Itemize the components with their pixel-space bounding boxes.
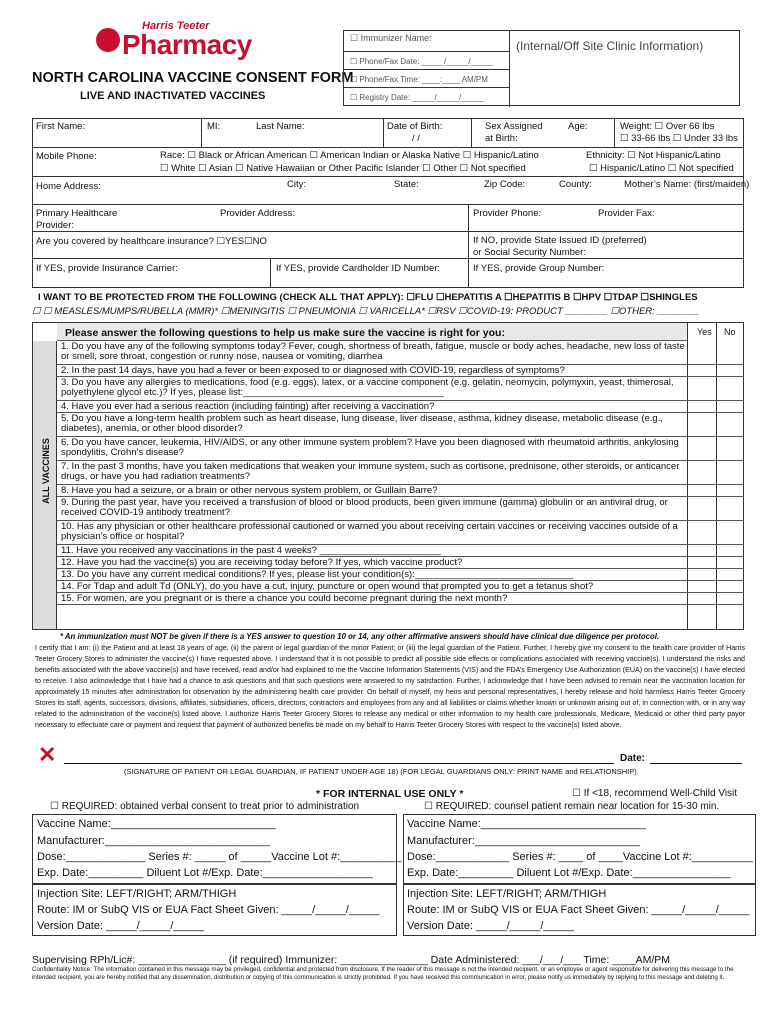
- offsite-box: [343, 30, 740, 106]
- race-line-2[interactable]: ☐ White ☐ Asian ☐ Native Hawaiian or Other Pacific Islander ☐ Other ☐ Not specified: [160, 163, 526, 174]
- answer-yes-checkbox[interactable]: [695, 570, 711, 580]
- question-row: 11. Have you received any vaccinations in the past 4 weeks? _______________________: [57, 545, 687, 557]
- row-provider: [32, 205, 744, 232]
- provider-address-field[interactable]: Provider Address:: [220, 208, 295, 219]
- answer-row-divider: [687, 364, 744, 365]
- county-field[interactable]: County:: [559, 179, 592, 190]
- question-row: 14. For Tdap and adult Td (ONLY), do you have a cut, injury, puncture or open wound that prompted you to get a tetanus shot?: [57, 581, 687, 593]
- form-title: NORTH CAROLINA VACCINE CONSENT FORM: [32, 70, 354, 86]
- question-row: 6. Do you have cancer, leukemia, HIV/AIDS, or any other immune system problem? Have you been diagnosed with rheumatoid arthritis, ankylosing spondylitis, Crohn’s disease?: [57, 437, 687, 461]
- question-row: 13. Do you have any current medical conditions? If yes, please list your condition(s):______________________________: [57, 569, 687, 581]
- question-row: 5. Do you have a long-term health problem such as heart disease, lung disease, liver disease, asthma, kidney disease, metabolic disease (e.g., diabetes), anemia, or other blood disorder?: [57, 413, 687, 437]
- logo: [96, 20, 266, 64]
- side-label: ALL VACCINES: [41, 438, 51, 504]
- internal-heading: * FOR INTERNAL USE ONLY *: [316, 788, 464, 800]
- provider-phone-field[interactable]: Provider Phone:: [473, 208, 542, 219]
- answer-row-divider: [687, 400, 744, 401]
- answer-yes-checkbox[interactable]: [695, 402, 711, 412]
- dose-left[interactable]: Dose:_____________ Series #: _____ of _____Vaccine Lot #:__________: [37, 851, 402, 863]
- insurance-carrier-field[interactable]: If YES, provide Insurance Carrier:: [36, 263, 178, 274]
- confidentiality-notice: Confidentiality Notice: The information contained in this message may be privileged, confidential and protected from disclosure. If the reader of this message is not the intended recipient, or an employee or agent responsible for delivering this message to the intended recipient, you are hereby notified that any dissemination, distribution or copying of this communication is strictly prohibited. If you have received this communication in error, please notify us immediately by replying to this message and deleting it.: [32, 966, 734, 981]
- answer-yes-checkbox[interactable]: [695, 594, 711, 604]
- divider: [716, 322, 717, 630]
- answer-yes-checkbox[interactable]: [695, 486, 711, 496]
- answer-no-checkbox[interactable]: [722, 570, 738, 580]
- last-name-field[interactable]: Last Name:: [256, 121, 305, 132]
- state-field[interactable]: State:: [394, 179, 419, 190]
- supervising-line[interactable]: Supervising RPh/Lic#: _______________ (if required) Immunizer: _______________ Date Administered: ___/___/___ Time: ____AM/PM: [32, 954, 670, 966]
- no-header: No: [724, 327, 736, 337]
- city-field[interactable]: City:: [287, 179, 306, 190]
- signature-line[interactable]: [64, 763, 614, 764]
- weight-field[interactable]: Weight: ☐ Over 66 lbs: [620, 121, 715, 132]
- exp-left[interactable]: Exp. Date:_________ Diluent Lot #/Exp. Date:__________________: [37, 867, 373, 879]
- divider: [344, 69, 509, 70]
- home-address-field[interactable]: Home Address:: [36, 181, 101, 192]
- immunization-note: * An immunization must NOT be given if there is a YES answer to question 10 or 14, any other affirmative answers should have clinical due diligence per protocol.: [60, 632, 660, 641]
- internal-right-box: [403, 814, 756, 884]
- dob-slashes: / /: [412, 133, 420, 144]
- question-row: 12. Have you had the vaccine(s) you are receiving today before? If yes, which vaccine product?: [57, 557, 687, 569]
- row-insurance: [32, 232, 744, 259]
- primary-provider-label[interactable]: Primary Healthcare: [36, 208, 118, 219]
- version-date-right[interactable]: Version Date: _____/_____/_____: [407, 920, 574, 932]
- question-row: 1. Do you have any of the following symptoms today? Fever, cough, shortness of breath, fatigue, muscle or body aches, headache, new loss of taste or smell, sore throat, congestion or runny nose, nausea or vomiting, diarrhea: [57, 341, 687, 365]
- provider-fax-field[interactable]: Provider Fax:: [598, 208, 655, 219]
- question-row: 3. Do you have any allergies to medications, food (e.g. eggs), latex, or a vaccine component (e.g. gelatin, neomycin, polymyxin, yeast, thimerosal, polyethylene glycol etc.)? If yes, please list:______________________________________: [57, 377, 687, 401]
- insurance-question[interactable]: Are you covered by healthcare insurance? ☐YES☐NO: [36, 236, 267, 247]
- protect-line-1[interactable]: I WANT TO BE PROTECTED FROM THE FOLLOWING (CHECK ALL THAT APPLY): ☐FLU ☐HEPATITIS A ☐HEPATITIS B ☐HPV ☐TDAP ☐SHINGLES: [38, 292, 698, 303]
- mobile-phone-field[interactable]: Mobile Phone:: [36, 151, 97, 162]
- divider: [201, 118, 202, 148]
- answer-yes-checkbox[interactable]: [695, 342, 711, 364]
- dob-field[interactable]: Date of Birth:: [387, 121, 443, 132]
- exp-right[interactable]: Exp. Date:_________ Diluent Lot #/Exp. Date:________________: [407, 867, 731, 879]
- answer-yes-checkbox[interactable]: [695, 462, 711, 484]
- answer-no-checkbox[interactable]: [722, 378, 738, 400]
- well-child-checkbox[interactable]: ☐ If <18, recommend Well-Child Visit: [572, 788, 738, 799]
- route-left[interactable]: Route: IM or SubQ VIS or EUA Fact Sheet Given: _____/_____/_____: [37, 904, 380, 916]
- answer-yes-checkbox[interactable]: [695, 414, 711, 436]
- vaccine-name-right[interactable]: Vaccine Name:___________________________: [407, 818, 646, 830]
- logo-icon: [96, 28, 120, 52]
- row-address: [32, 177, 750, 205]
- registry-date[interactable]: ☐ Registry Date: _____/_____/_____: [350, 93, 484, 102]
- answer-yes-checkbox[interactable]: [695, 366, 711, 376]
- ethnicity-line-2[interactable]: ☐ Hispanic/Latino ☐ Not specified: [589, 163, 734, 174]
- answer-no-checkbox[interactable]: [722, 594, 738, 604]
- answer-no-checkbox[interactable]: [722, 546, 738, 556]
- at-birth: at Birth:: [485, 133, 518, 144]
- provider-label: Provider:: [36, 220, 75, 231]
- answer-row-divider: [687, 436, 744, 437]
- divider: [687, 322, 688, 630]
- answer-row-divider: [687, 568, 744, 569]
- answer-no-checkbox[interactable]: [722, 462, 738, 484]
- mothers-name-field[interactable]: Mother’s Name: (first/maiden): [624, 179, 750, 190]
- answer-yes-checkbox[interactable]: [695, 498, 711, 520]
- question-row: 2. In the past 14 days, have you had a fever or been exposed to or diagnosed with COVID-19, regardless of symptoms?: [57, 365, 687, 377]
- answer-row-divider: [687, 484, 744, 485]
- divider: [468, 205, 469, 288]
- race-line-1[interactable]: Race: ☐ Black or African American ☐ American Indian or Alaska Native ☐ Hispanic/Latino: [160, 150, 539, 161]
- row-name: [32, 118, 744, 148]
- questions-heading-text: Please answer the following questions to help us make sure the vaccine is right for you:: [65, 327, 505, 339]
- divider: [270, 259, 271, 288]
- counsel-checkbox[interactable]: ☐ REQUIRED: counsel patient remain near location for 15-30 min.: [424, 801, 720, 812]
- answer-no-checkbox[interactable]: [722, 342, 738, 364]
- signature-caption: (SIGNATURE OF PATIENT OR LEGAL GUARDIAN, IF PATIENT UNDER AGE 18) (FOR LEGAL GUARDIANS ONLY: PRINT NAME and RELATIONSHIP): [124, 767, 637, 776]
- divider: [383, 118, 384, 148]
- answer-yes-checkbox[interactable]: [695, 558, 711, 568]
- verbal-consent-checkbox[interactable]: ☐ REQUIRED: obtained verbal consent to treat prior to administration: [50, 801, 360, 812]
- row-insurance-detail: [32, 259, 744, 288]
- question-row: 10. Has any physician or other healthcare professional cautioned or warned you about receiving certain vaccines or receiving vaccines outside of a physician’s office or hospital?: [57, 521, 687, 545]
- injection-right-box: [403, 884, 756, 936]
- answer-row-divider: [687, 580, 744, 581]
- offsite-info: (Internal/Off Site Clinic Information): [516, 39, 704, 53]
- date-label: Date:: [620, 753, 646, 764]
- answer-yes-checkbox[interactable]: [695, 522, 711, 544]
- vaccine-name-left[interactable]: Vaccine Name:___________________________: [37, 818, 276, 830]
- weight-field-2[interactable]: ☐ 33-66 lbs ☐ Under 33 lbs: [620, 133, 738, 144]
- version-date-left[interactable]: Version Date: _____/_____/_____: [37, 920, 204, 932]
- zip-field[interactable]: Zip Code:: [484, 179, 526, 190]
- answer-no-checkbox[interactable]: [722, 486, 738, 496]
- divider: [344, 87, 509, 88]
- answer-row-divider: [687, 376, 744, 377]
- answer-row-divider: [687, 496, 744, 497]
- answer-no-checkbox[interactable]: [722, 522, 738, 544]
- dose-right[interactable]: Dose:____________ Series #: ____ of ____Vaccine Lot #:__________: [407, 851, 753, 863]
- answer-no-checkbox[interactable]: [722, 438, 738, 460]
- phone-fax-date[interactable]: ☐ Phone/Fax Date: _____/_____/_____: [350, 57, 493, 66]
- answer-no-checkbox[interactable]: [722, 498, 738, 520]
- questions-heading: [57, 323, 687, 341]
- signature-x-icon: ✕: [38, 742, 57, 767]
- age-field[interactable]: Age:: [568, 121, 588, 132]
- answer-yes-checkbox[interactable]: [695, 546, 711, 556]
- logo-top-text: Harris Teeter: [142, 20, 210, 32]
- question-row: 4. Have you ever had a serious reaction (including fainting) after receiving a vaccination?: [57, 401, 687, 413]
- answer-row-divider: [687, 460, 744, 461]
- question-row: 15. For women, are you pregnant or is there a chance you could become pregnant during the next month?: [57, 593, 687, 605]
- divider: [344, 51, 509, 52]
- group-number-field[interactable]: If YES, provide Group Number:: [473, 263, 605, 274]
- answer-row-divider: [687, 556, 744, 557]
- answer-no-checkbox[interactable]: [722, 414, 738, 436]
- divider: [614, 118, 615, 148]
- cardholder-id-field[interactable]: If YES, provide Cardholder ID Number:: [276, 263, 441, 274]
- answer-row-divider: [687, 412, 744, 413]
- question-row: 9. During the past year, have you received a transfusion of blood or blood products, been given immune (gamma) globulin or an antiviral drug, or received COVID-19 antibody treatment?: [57, 497, 687, 521]
- form-subtitle: LIVE AND INACTIVATED VACCINES: [80, 90, 266, 102]
- injection-left-box: [32, 884, 397, 936]
- internal-left-box: [32, 814, 402, 884]
- answer-yes-checkbox[interactable]: [695, 582, 711, 592]
- immunizer-name[interactable]: ☐ Immunizer Name:: [350, 33, 432, 43]
- answer-no-checkbox[interactable]: [722, 582, 738, 592]
- answer-row-divider: [687, 544, 744, 545]
- phone-fax-time[interactable]: ☐ Phone/Fax Time: ____:____ AM/PM: [350, 75, 488, 84]
- row-race: [32, 148, 744, 177]
- divider: [509, 31, 510, 107]
- answer-no-checkbox[interactable]: [722, 402, 738, 412]
- answer-no-checkbox[interactable]: [722, 558, 738, 568]
- sex-assigned[interactable]: Sex Assigned: [485, 121, 543, 132]
- route-right[interactable]: Route: IM or SubQ VIS or EUA Fact Sheet Given: _____/_____/_____: [407, 904, 750, 916]
- or-ssn[interactable]: or Social Security Number:: [473, 247, 586, 258]
- ethnicity-line-1[interactable]: Ethnicity: ☐ Not Hispanic/Latino: [586, 150, 721, 161]
- consent-text: I certify that I am: (i) the Patient and at least 18 years of age; (ii) the parent or legal guardian of the minor Patient; or (iii) the legal guardian of the Patient. Further, I hereby give my consent to the health care provider of Harris Teeter Grocery Stores to administer the vaccine(s) I have requested above. I understand that it is not possible to predict all possible side effects or complications associated with receiving vaccine(s). I understand the risks and benefits associated with the above vaccine(s) and have received, read and/or had explained to me the Vaccine Information Statements (VIS) and the FDA’s Emergency Use Authorization (EUA) on the vaccine(s) I have elected to receive. I also acknowledge that I have had a chance to ask questions and that such questions were answered to my satisfaction. Further, I acknowledge that I have been advised to remain near the vaccination location for approximately 15 minutes after administration for observation by the administering health care provider. On behalf of myself, my heirs and personal representatives, I hereby release and hold harmless Harris Teeter Grocery Stores its staff, agents, successors, divisions, affiliates, subsidiaries, officers, directors, contractors and employees from any and all liabilities or claims whether known or unknown arising out of, in connection with, or in any way related to the administration of the vaccine(s) listed above. I authorize Harris Teeter Grocery Stores to release any medical or other information to my health care professionals, Medicare, Medicaid or other third party payor necessary to effectuate care or payment and request that payment of authorized benefits be made on my behalf to Harris Teeter Grocery Stores with respect to the vaccine(s) listed above.: [35, 644, 745, 729]
- yes-header: Yes: [697, 327, 712, 337]
- divider: [471, 118, 472, 148]
- question-row: 7. In the past 3 months, have you taken medications that weaken your immune system, such as cortisone, prednisone, other steroids, or anticancer drugs, or have you had radiation treatments?: [57, 461, 687, 485]
- answer-row-divider: [687, 592, 744, 593]
- manufacturer-left[interactable]: Manufacturer:___________________________: [37, 835, 271, 847]
- manufacturer-right[interactable]: Manufacturer:___________________________: [407, 835, 641, 847]
- question-row: 8. Have you had a seizure, or a brain or other nervous system problem, or Guillain Barre?: [57, 485, 687, 497]
- injection-site-right[interactable]: Injection Site: LEFT/RIGHT; ARM/THIGH: [407, 888, 607, 900]
- date-line[interactable]: [650, 763, 742, 764]
- answer-row-divider: [687, 520, 744, 521]
- logo-main-text: Pharmacy: [122, 29, 252, 60]
- answer-no-checkbox[interactable]: [722, 366, 738, 376]
- injection-site-left[interactable]: Injection Site: LEFT/RIGHT; ARM/THIGH: [37, 888, 237, 900]
- if-no-id: If NO, provide State Issued ID (preferred): [473, 235, 647, 246]
- answer-yes-checkbox[interactable]: [695, 438, 711, 460]
- protect-line-2[interactable]: ☐ ☐ MEASLES/MUMPS/RUBELLA (MMR)* ☐MENINGITIS ☐ PNEUMONIA ☐ VARICELLA* ☐RSV ☐COVID-19: PRODUCT ________ ☐OTHER: ________: [32, 306, 700, 317]
- answer-yes-checkbox[interactable]: [695, 378, 711, 400]
- answer-row-divider: [687, 604, 744, 605]
- first-name-field[interactable]: First Name:: [36, 121, 86, 132]
- mi-field[interactable]: MI:: [207, 121, 221, 132]
